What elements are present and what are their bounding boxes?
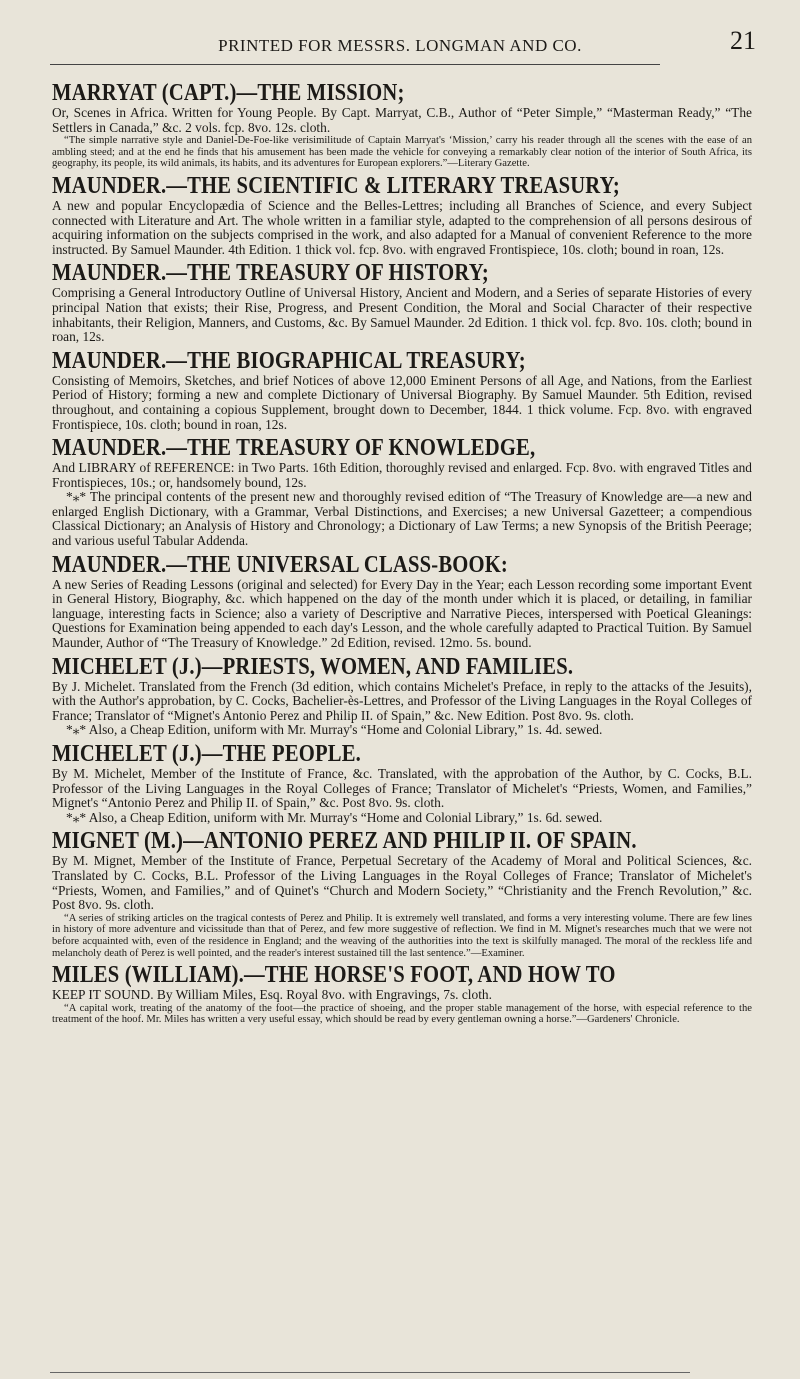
page-number: 21: [730, 26, 756, 55]
entry-body: And LIBRARY of REFERENCE: in Two Parts. 16th Edition, thoroughly revised and enlarged. Fcp. 8vo. with engraved Titles and Frontispieces, 10s.; or, handsomely bound, 12s.: [52, 460, 752, 490]
catalogue-entries: [52, 80, 752, 1029]
entry-note: *⁎* The principal contents of the present new and thoroughly revised edition of “The Treasury of Knowledge are—a new and enlarged English Dictionary, with a Grammar, Verbal Distinctions, and Exercises; a new Universal Gazetteer; a compendious Classical Dictionary; an Analysis of History and Chronology; a Dictionary of Law Terms; a new Synopsis of the British Peerage; and various useful Tabular Addenda.: [52, 489, 752, 549]
entry-heading: MICHELET (J.)—THE PEOPLE.: [52, 741, 361, 767]
running-head: PRINTED FOR MESSRS. LONGMAN AND CO.: [218, 36, 582, 55]
entry-note: *⁎* Also, a Cheap Edition, uniform with Mr. Murray's “Home and Colonial Library,” 1s. 6d. sewed.: [66, 809, 603, 825]
entry-heading: MILES (WILLIAM).—THE HORSE'S FOOT, AND HOW TO: [52, 962, 616, 989]
entry-body: Consisting of Memoirs, Sketches, and brief Notices of above 12,000 Eminent Persons of all Age, and Nations, from the Earliest Period of History; forming a new and complete Dictionary of Universal Biography. By Samuel Maunder. 5th Edition, revised throughout, and containing a copious Supplement, brought down to December, 1844. 1 thick volume. Fcp. 8vo. with engraved Frontispiece, 10s. cloth; bound in roan, 12s.: [52, 372, 752, 432]
entry-heading: MAUNDER.—THE UNIVERSAL CLASS-BOOK:: [52, 551, 508, 578]
entry-heading: MAUNDER.—THE BIOGRAPHICAL TREASURY;: [52, 347, 526, 374]
entry-body: Or, Scenes in Africa. Written for Young People. By Capt. Marryat, C.B., Author of “Peter Simple,” “Masterman Ready,” “The Settlers in Canada,” &c. 2 vols. fcp. 8vo. 12s. cloth.: [52, 105, 752, 135]
entry-review: “A capital work, treating of the anatomy of the foot—the practice of shoeing, and the proper stable management of the horse, with especial reference to the treatment of the hoof. Mr. Miles has written a very useful essay, which should be read by every gentleman owning a horse.”—Gardeners' Chronicle.: [52, 1002, 752, 1026]
entry-review: “A series of striking articles on the tragical contests of Perez and Philip. It is extremely well translated, and forms a very interesting volume. There are few lines in history of more adventure and vicissitude than that of Perez, and few more suggestive of reflection. We find in M. Mignet's researches much that we were not before acquainted with, even of the residence in England; and the weaving of the authorities into the text is skilfully managed. The moral of the reckless life and melancholy death of Perez is well pointed, and the reader's interest sustained till the last sentence.”—Examiner.: [52, 912, 752, 959]
entry-heading: MIGNET (M.)—ANTONIO PEREZ AND PHILIP II. OF SPAIN.: [52, 828, 637, 855]
entry-michelet-people: [52, 741, 752, 825]
entry-miles-horses-foot: [52, 962, 752, 1026]
entry-michelet-priests: [52, 654, 752, 738]
entry-marryat-mission: [52, 80, 752, 170]
entry-heading: MAUNDER.—THE TREASURY OF KNOWLEDGE,: [52, 435, 536, 462]
entry-maunder-knowledge-treasury: [52, 435, 752, 549]
entry-review: “The simple narrative style and Daniel-De-Foe-like verisimilitude of Captain Marryat's ‘Mission,’ carry his reader through all the scenes with the ease of an ambling steed; and at the end he finds that his amusement has been made the vehicle for conveying a remarkably clear notion of the interior of South Africa, its geography, its people, its wild animals, its habits, and its adventures for European explorers.”—Literary Gazette.: [52, 135, 752, 170]
entry-heading: MAUNDER.—THE SCIENTIFIC & LITERARY TREASURY;: [52, 172, 620, 199]
entry-maunder-class-book: [52, 552, 752, 651]
entry-maunder-history-treasury: [52, 260, 752, 344]
entry-maunder-scientific-treasury: [52, 173, 752, 257]
entry-body: KEEP IT SOUND. By William Miles, Esq. Royal 8vo. with Engravings, 7s. cloth.: [52, 987, 492, 1003]
entry-heading: MARRYAT (CAPT.)—THE MISSION;: [52, 80, 405, 106]
entry-body: A new Series of Reading Lessons (original and selected) for Every Day in the Year; each Lesson recording some important Event in General History, Biography, &c. which happened on the day of the month under which it is placed, or detailing, in familiar language, interesting facts in Science; also a variety of Descriptive and Narrative Pieces, interspersed with Poetical Gleanings: Questions for Examination being appended to each day's Lesson, and the whole carefully adapted to Practical Tuition. By Samuel Maunder, Author of “The Treasury of Knowledge.” 2d Edition, revised. 12mo. 5s. bound.: [52, 576, 752, 651]
entry-body: Comprising a General Introductory Outline of Universal History, Ancient and Modern, and a Series of separate Histories of every principal Nation that exists; their Rise, Progress, and Present Condition, the Moral and Social Character of their respective inhabitants, their Religion, Manners, and Customs, &c. By Samuel Maunder. 2d Edition. 1 thick vol. fcp. 8vo. 10s. cloth; bound in roan, 12s.: [52, 285, 752, 345]
entry-body: A new and popular Encyclopædia of Science and the Belles-Lettres; including all Branches of Science, and every Subject connected with Literature and Art. The whole written in a familiar style, adapted to the comprehension of all persons desirous of acquiring information on the subjects comprised in the work, and also adapted for a Manual of convenient Reference to the more instructed. By Samuel Maunder. 4th Edition. 1 thick vol. fcp. 8vo. with engraved Frontispiece, 10s. cloth; bound in roan, 12s.: [52, 197, 752, 257]
entry-body: By J. Michelet. Translated from the French (3d edition, which contains Michelet's Preface, in reply to the attacks of the Jesuits), with the Author's approbation, by C. Cocks, Bachelier-ès-Lettres, and Professor of the Living Languages in the Royal Colleges of France; Translator of “Mignet's Antonio Perez and Philip II. of Spain,” &c. New Edition. Post 8vo. 9s. cloth.: [52, 678, 752, 723]
entry-heading: MAUNDER.—THE TREASURY OF HISTORY;: [52, 260, 489, 287]
header-rule: [50, 64, 660, 65]
entry-note: *⁎* Also, a Cheap Edition, uniform with Mr. Murray's “Home and Colonial Library,” 1s. 4d. sewed.: [66, 722, 603, 738]
entry-maunder-biographical-treasury: [52, 348, 752, 432]
entry-heading: MICHELET (J.)—PRIESTS, WOMEN, AND FAMILIES.: [52, 653, 574, 680]
entry-body: By M. Mignet, Member of the Institute of France, Perpetual Secretary of the Academy of Moral and Political Sciences, &c. Translated by C. Cocks, B.L. Professor of the Living Languages in the Royal Colleges of France; Translator of Michelet's “Priests, Women, and Families,” and of Quinet's “Church and Modern Society,” “Christianity and the French Revolution,” &c. Post 8vo. 9s. cloth.: [52, 853, 752, 913]
footer-rule: [50, 1372, 690, 1373]
entry-mignet-perez: [52, 828, 752, 959]
entry-body: By M. Michelet, Member of the Institute of France, &c. Translated, with the approbation of the Author, by C. Cocks, B.L. Professor of the Living Languages in the Royal Colleges of France; Translator of Michelet's “Priests, Women, and Families,” Mignet's “Antonio Perez and Philip II. of Spain,” &c. Post 8vo. 9s. cloth.: [52, 766, 752, 811]
